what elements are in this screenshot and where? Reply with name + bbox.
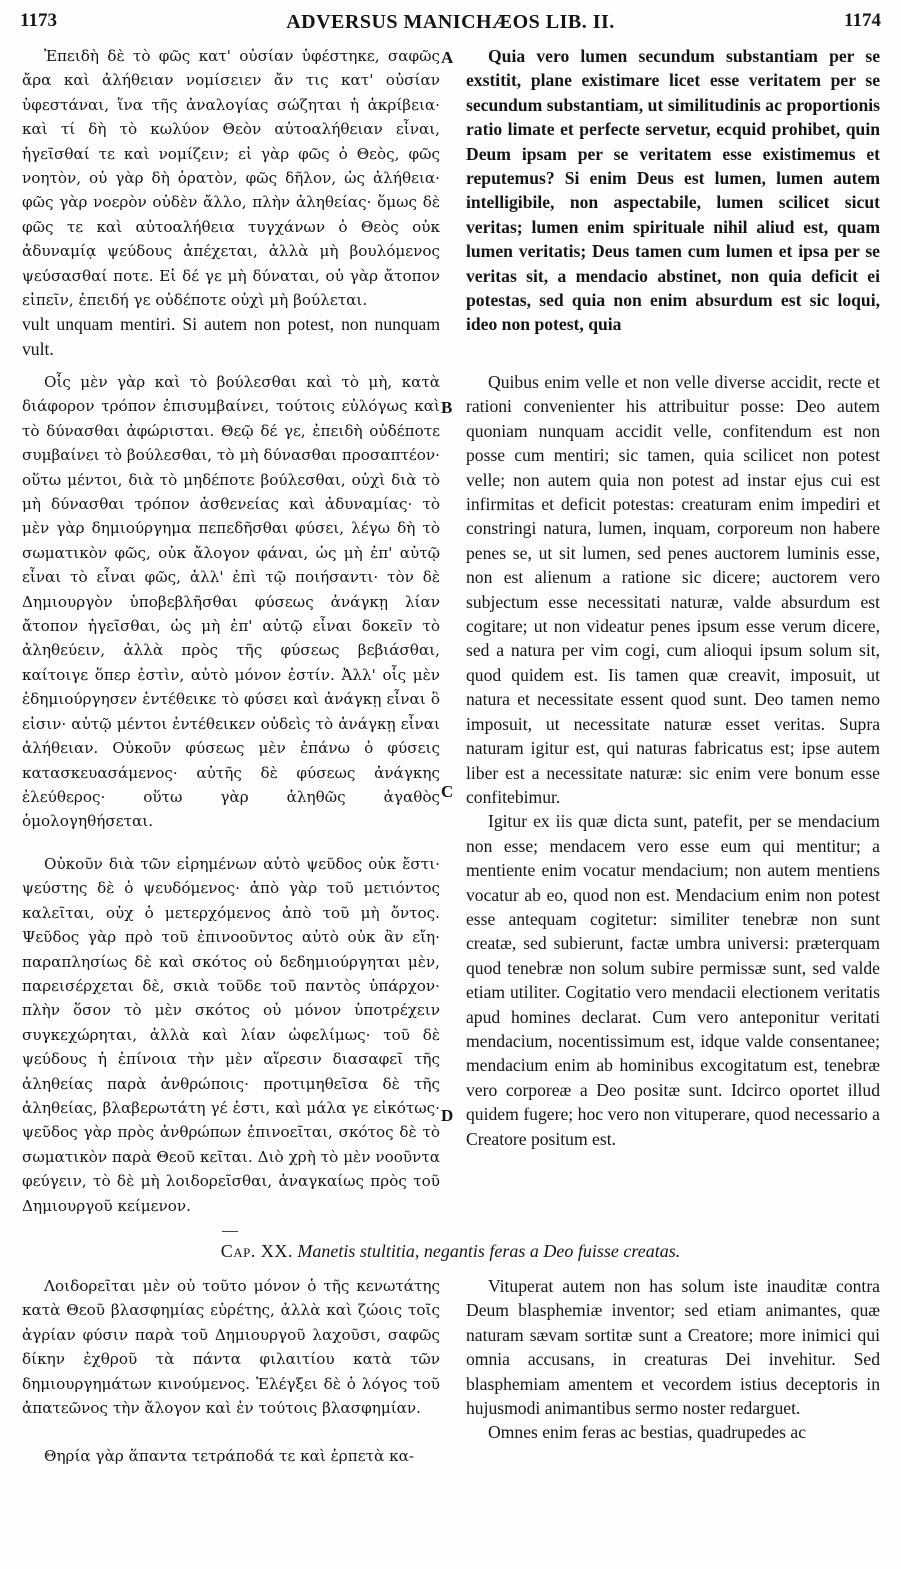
- running-header: [20, 10, 881, 38]
- greek-paragraph-1: Ἐπειδὴ δὲ τὸ φῶς κατ' οὐσίαν ὑφέστηκε, σαφῶς ἄρα καὶ ἀλήθειαν νομίσειεν ἄν τις κατ' οὐσίαν ὑφεστάναι, ἵνα τῆς ἀναλογίας σώζηται ἡ ἀκρίβεια· καὶ τί δὴ τὸ κωλύον Θεὸν αὐτοαλήθειαν εἶναι, ἡγεῖσθαί τε καὶ νομίζειν; εἰ γὰρ φῶς ὁ Θεὸς, φῶς νοητὸν, οὐ γὰρ δὴ ὁρατὸν, φῶς δῆλον, ὡς ἀλήθεια· φῶς γὰρ νοερὸν οὐδὲν ἄλλο, πλὴν ἀληθείας· ὅμως δὲ φῶς τε καὶ αὐτοαλήθεια τυγχάνων ὁ Θεὸς οὐκ ἀδυναμίᾳ ψεύδους ἀπέχεται, ἀλλὰ μὴ βουλόμενος ψεύσασθαί ποτε. Εἰ δέ γε μὴ δύναται, οὐ γὰρ ἄτοπον εἰπεῖν, ἐπειδή γε οὐδέποτε οὐχὶ μὴ βούλεται.: [22, 47, 440, 310]
- latin-column-top: [466, 44, 880, 337]
- separator-rule: [222, 1231, 238, 1232]
- greek-paragraph-5: Θηρία γὰρ ἅπαντα τετράποδά τε καὶ ἑρπετὰ κα-: [44, 1447, 414, 1466]
- section-marker-a: A: [441, 48, 454, 67]
- greek-column-lower: [22, 852, 440, 1218]
- chapter-heading: [0, 1241, 901, 1262]
- chapter-title: Manetis stultitia, negantis feras a Deo fuisse creatas.: [297, 1241, 681, 1261]
- greek-column-middle: [22, 370, 440, 834]
- section-marker-c: C: [441, 782, 454, 801]
- latin-overflow-line: vult unquam mentiri. Si autem non potest, non nunquam vult.: [22, 314, 440, 359]
- greek-column-bottom: [22, 1274, 440, 1469]
- greek-column-top: [22, 44, 440, 361]
- greek-paragraph-4: Λοιδορεῖται μὲν οὐ τοῦτο μόνον ὁ τῆς κενωτάτης κατὰ Θεοῦ βλασφημίας εὑρέτης, ἀλλὰ καὶ ζώοις τοῖς ἀγρίαν φύσιν παρὰ τοῦ Δημιουργοῦ λαχοῦσι, σαφῶς δίκην ἐχθροῦ τὰ πάντα φιλαιτίου κατὰ τῶν δημιουργημάτων κινούμενος. Ἐλέγξει δὲ ὁ λόγος τοῦ ἀπατεῶνος τὴν ἄλογον καὶ ἐν τούτοις βλασφημίαν.: [22, 1277, 440, 1418]
- running-title: ADVERSUS MANICHÆOS LIB. II.: [286, 11, 615, 33]
- latin-paragraph-4: Vituperat autem non has solum iste inauditæ contra Deum blasphemiæ inventor; sed etiam animantes, quæ naturam sævam sortitæ sunt a Creatore; more inimici qui omnia accusans, in creaturas Dei invehitur. Sed blasphemiam amentem et vecordem istius deceptoris in hujusmodi animantibus sermo noster redarguet.: [466, 1276, 880, 1419]
- latin-column-bottom: [466, 1274, 880, 1445]
- latin-paragraph-2: Quibus enim velle et non velle diverse accidit, recte et rationi convenienter his attribuitur posse: Deo autem quoniam nunquam accidit velle, confitendum est non posse cum mentiri; sic tamen, quia scilicet non potest velle; non autem quia non potest ad instar ejus cui est infirmitas et deficit potestas: creaturam enim impediri et constringi natura, lumen, inquam, corporeum non habere penes se, ut sit lumen, sed penes auctorem luminis esse, non est alienum a ratione sic dicere; auctorem vero subjectum esse necessitati naturæ, valde absurdum est cogitare; ut non videatur penes ipsum esse verum dicere, sed a natura per vim cogi, cum alioqui ipsum solum sit, quod quidem est. Iis tamen quæ creavit, imposuit, ut natura et necessitate essent quod sunt. Deo tamen nemo imposuit, ut necessitate naturæ esset veritas. Supra naturam igitur est, qui naturas fabricatus est; ipse autem liber est a necessitate naturæ: sic enim vere bonum esse confitebimur.: [466, 372, 880, 807]
- page-number-left: 1173: [20, 10, 57, 31]
- greek-paragraph-3: Οὐκοῦν διὰ τῶν εἰρημένων αὐτὸ ψεῦδος οὐκ ἔστι· ψεύστης δὲ ὁ ψευδόμενος· ἀπὸ γὰρ τοῦ μετιόντος καλεῖται, οὐχ ὁ μετερχόμενος ἀπὸ τοῦ μὴ ὄντος. Ψεῦδος γὰρ πρὸ τοῦ ἐπινοοῦντος αὐτὸ οὐκ ἂν εἴη· παραπλησίως δὲ καὶ σκότος οὐ δεδημιούργηται μὲν, παρεισέρχεται δὲ, σκιὰ τοῦδε τοῦ παντὸς ὑπάρχον· πλὴν ὅσον τὸ μὲν σκότος οὐ μόνον ὑποτρέχειν συγκεχώρηται, ἀλλὰ καὶ λίαν ὠφελίμως· τοῦ δὲ ψεύδους ἡ ἐπίνοια τὴν μὲν αἵρεσιν διασαφεῖ τῆς ἀληθείας παρὰ ἀνθρώποις· προτιμηθεῖσα δὲ τῆς ἀληθείας, βλαβερωτάτη γέ ἐστι, καὶ μάλα γε εἰκότως· ψεῦδος γὰρ πρὸς ἀνθρώπων ἐπινοεῖται, σκότος δὲ τὸ σωματικὸν παρὰ Θεοῦ κεῖται. Διὸ χρὴ τὸ μὲν νοοῦντα φεύγειν, τὸ δὲ μὴ λοιδορεῖσθαι, ἀναγκαίως πρὸς τοῦ Δημιουργοῦ κείμενον.: [22, 855, 440, 1215]
- latin-paragraph-3: Igitur ex iis quæ dicta sunt, patefit, per se mendacium non esse; mendacem vero esse eum qui mentitur; a mentiente enim vocatur mendacium; non autem mentiens vocatur ab eo, quod non est. Mendacium enim non potest esse antequam cogitetur: similiter tenebræ non sunt creatæ, sed subierunt, factæ umbra universi: præterquam quod tenebræ non solum subire permissæ sunt, sed valde etiam utiliter. Cogitatio vero mendacii electionem veritatis apud homines declarat. Cum vero anteponitur veritati mendacium, nocentissimum est, idque valde consentanee; mendacium enim ab hominibus excogitatum est, tenebræ vero corporeæ a Deo positæ sunt. Idcirco oportet illud quidem fugere; hoc vero non vituperare, quod necessario a Creatore positum est.: [466, 811, 880, 1149]
- greek-paragraph-2: Οἷς μὲν γὰρ καὶ τὸ βούλεσθαι καὶ τὸ μὴ, κατὰ διάφορον τρόπον ἐπισυμβαίνει, τούτοις εὐλόγως καὶ τὸ δύνασθαι ἀφώρισται. Θεῷ δέ γε, ἐπειδὴ οὐδέποτε συμβαίνει τὸ βούλεσθαι, τὸ μὴ δύνασθαι προσαπτέον· οὕτω μέντοι, διὰ τὸ μηδέποτε βούλεσθαι, οὐχὶ διὰ τὸ μὴ δύνασθαι τρόπον ἀσθενείας καὶ ἀδυναμίας· τὸ μὲν γὰρ δημιούργημα πεπεδῆσθαι φύσει, λέγω δὴ τὸ σωματικὸν φῶς, οὐκ ἄλογον φάναι, ὡς μὴ ἐπ' αὐτῷ εἶναι τὸ εἶναι φῶς, ἀλλ' ἐπὶ τῷ ποιήσαντι· τὸν δὲ Δημιουργὸν ὑποβεβλῆσθαι φύσεως ἀνάγκῃ λίαν ἄτοπον ἡγεῖσθαι, ὡς μὴ ἐπ' αὐτῷ εἶναι δοκεῖν τὸ ἀληθεύειν, ἀλλὰ πρὸς τῆς φύσεως βεβιάσθαι, καίτοιγε ὅπερ ἐστὶν, αὐτὸ μόνον ἐστίν. Ἀλλ' οἷς μὲν ἐδημιούργησεν ἐντέθεικε τὸ φύσει καὶ ἀνάγκῃ εἶναι ὃ εἰσιν· αὐτῷ μέντοι ἐντέθεικεν οὐδεὶς τὸ ἀνάγκῃ εἶναι ἀλήθειαν. Οὐκοῦν φύσεως μὲν ἐπάνω ὁ φύσεις κατασκευασάμενος· αὐτῆς δὲ φύσεως ἀνάγκης ἐλεύθερος· οὕτω γὰρ ἀληθῶς ἀγαθὸς ὁμολογηθήσεται.: [22, 373, 440, 831]
- latin-paragraph-5: Omnes enim feras ac bestias, quadrupedes ac: [488, 1422, 807, 1443]
- latin-column-middle: [466, 370, 880, 1151]
- chapter-number: Cap. XX.: [220, 1241, 293, 1261]
- section-marker-d: D: [441, 1106, 454, 1125]
- latin-paragraph-1: Quia vero lumen secundum substantiam per se exstitit, plane existimare licet esse veritatem per se secundum substantiam, ut similitudinis ac proportionis ratio limate et perfecte servetur, ecquid prohibet, quin Deum ipsam per se veritatem esse existimemus et reputemus? Si enim Deus est lumen, lumen autem intelligibile, non aspectabile, lumen scilicet sicut veritas; lumen enim spirituale nihil aliud est, quam lumen veritatis; Deus tamen cum lumen et ipsa per se veritas sit, a mendacio abstinet, non quia deficit ei potestas, sed quia non enim absurdum est sic loqui, ideo non potest, quia: [466, 46, 880, 335]
- page-number-right: 1174: [844, 10, 881, 31]
- section-marker-b: B: [441, 398, 453, 417]
